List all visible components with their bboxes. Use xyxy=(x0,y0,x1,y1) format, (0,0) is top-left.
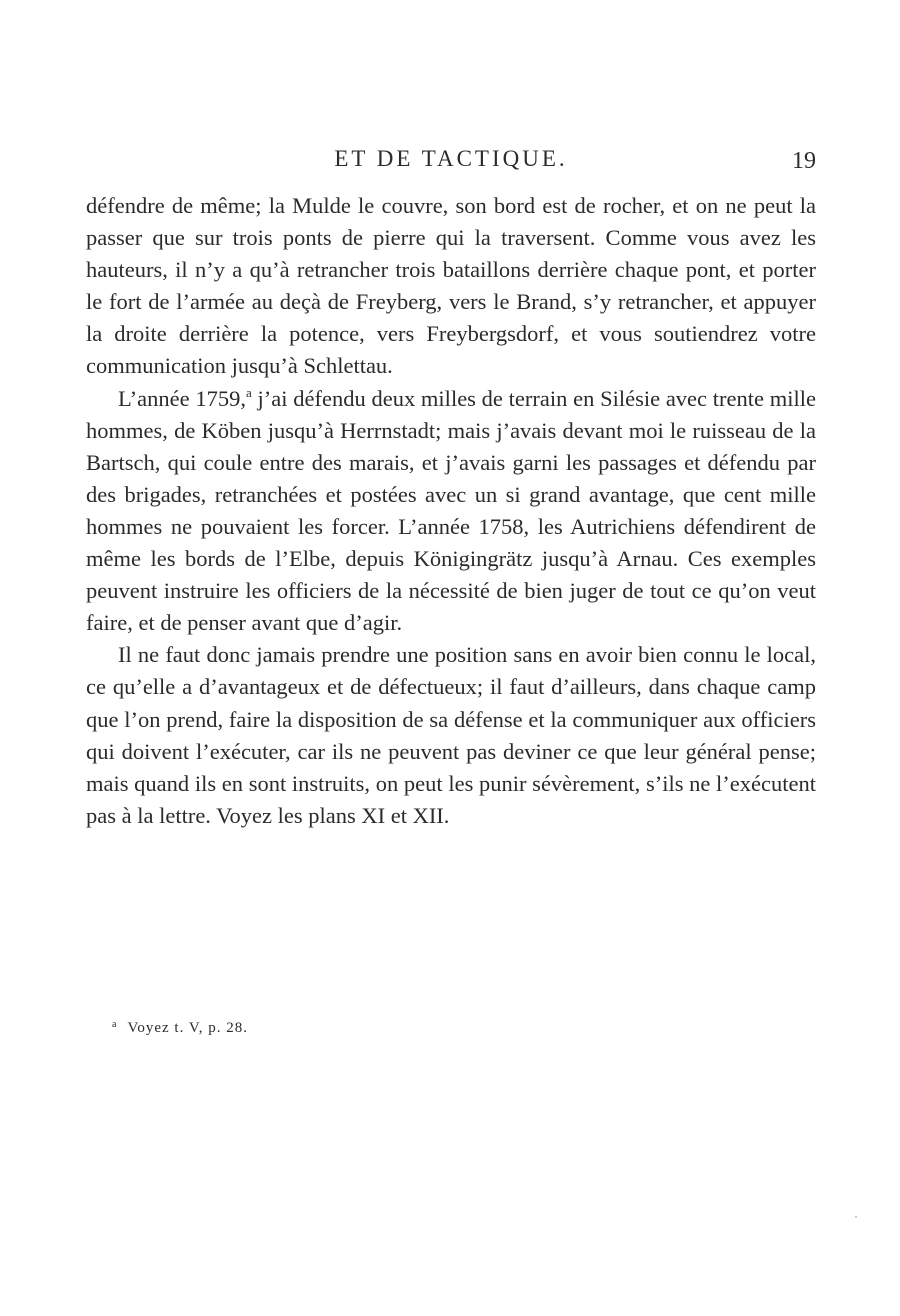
paragraph-3-text: Il ne faut donc jamais prendre une position sans en avoir bien connu le local, ce qu’elle a d’avantageux et de défectueux; il faut d’ailleurs, dans chaque camp que l’on prend, faire la disposition de sa défense et la communiquer aux officiers qui doivent l’exécuter, car ils ne peuvent pas deviner ce que leur général pense; mais quand ils en sont instruits, on peut les punir sévèrement, s’ils ne l’exécutent pas à la lettre. Voyez les plans XI et XII. xyxy=(86,642,816,828)
running-head xyxy=(86,146,816,176)
paragraph-1-text: défendre de même; la Mulde le couvre, son bord est de rocher, et on ne peut la passer que sur trois ponts de pierre qui la traversent. Comme vous avez les hauteurs, il n’y a qu’à retrancher trois bataillons derrière chaque pont, et porter le fort de l’armée au deçà de Freyberg, vers le Brand, s’y retrancher, et appuyer la droite derrière la potence, vers Freybergsdorf, et vous soutiendrez votre communication jusqu’à Schlettau. xyxy=(86,193,816,379)
paper-speck xyxy=(855,1216,857,1218)
running-title: ET DE TACTIQUE. xyxy=(334,146,568,171)
footnote-reference: a xyxy=(246,384,252,400)
footnote-mark: a xyxy=(112,1019,118,1030)
paragraph-2 xyxy=(86,383,816,640)
paragraph-3 xyxy=(86,639,816,832)
body-text xyxy=(86,190,816,832)
paragraph-2-text-end: j’ai défendu deux milles de terrain en Silésie avec trente mille hommes, de Köben jusqu’à Herrnstadt; mais j’avais devant moi le ruisseau de la Bartsch, qui coule entre des marais, et j’avais garni les passages et défendu par des brigades, retranchées et postées avec un si grand avantage, que cent mille hommes ne pouvaient les forcer. L’année 1758, les Autrichiens défendirent de même les bords de l’Elbe, depuis Königingrätz jusqu’à Arnau. Ces exemples peuvent instruire les officiers de la nécessité de bien juger de tout ce qu’on veut faire, et de penser avant que d’agir. xyxy=(86,385,816,636)
page-number: 19 xyxy=(792,148,816,174)
footnote xyxy=(112,1019,248,1037)
paragraph-1 xyxy=(86,190,816,383)
paragraph-2-text-start: L’année 1759, xyxy=(118,385,246,411)
footnote-text: Voyez t. V, p. 28. xyxy=(127,1020,248,1036)
